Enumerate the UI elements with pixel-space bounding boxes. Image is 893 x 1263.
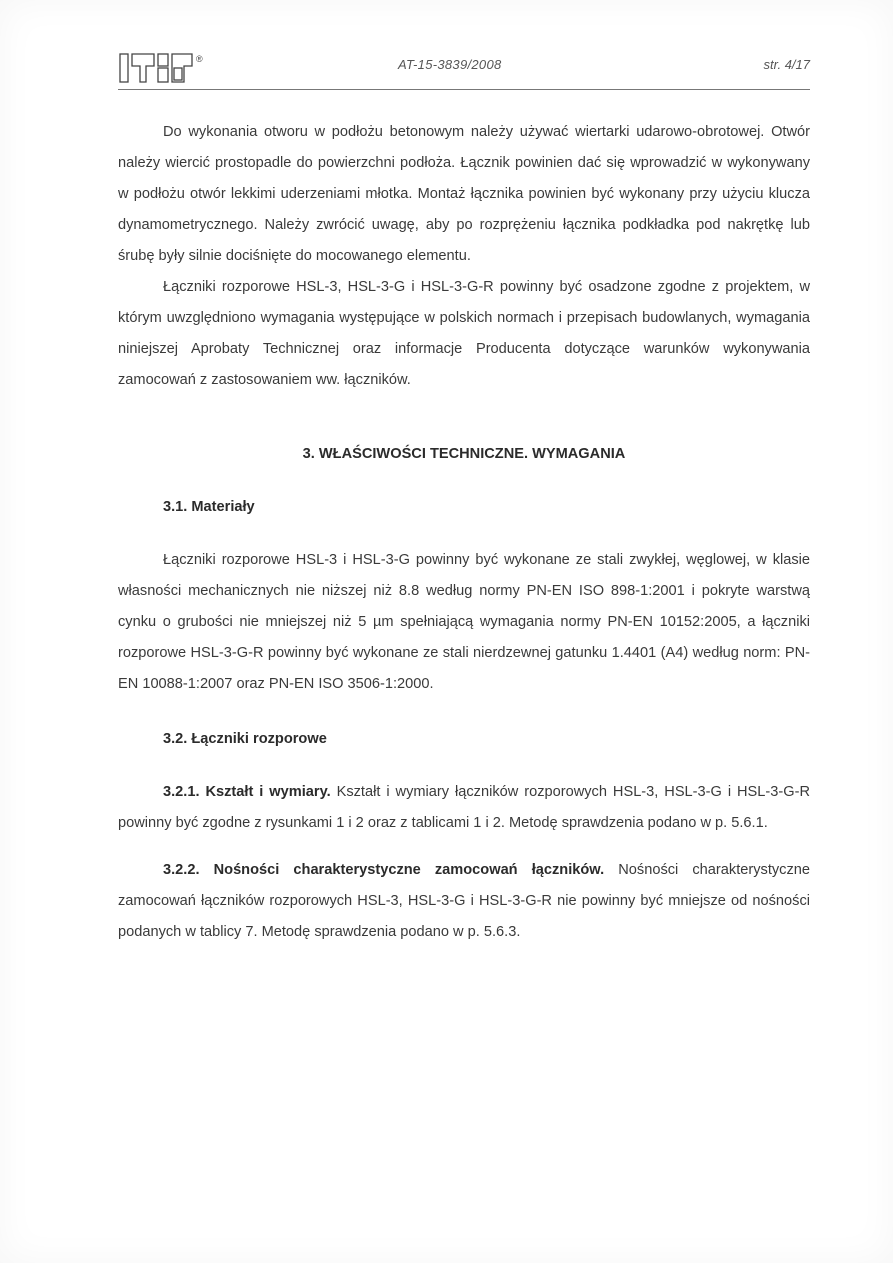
paragraph-capacity: [118, 855, 810, 948]
paragraph-shape: [118, 777, 810, 839]
document-body: [118, 117, 810, 948]
itb-logo-icon: [118, 50, 214, 84]
paragraph-installation: Łączniki rozporowe HSL-3, HSL-3-G i HSL-3-G-R powinny być osadzone zgodne z projektem, w którym uwzględniono wymagania występujące w polskich normach i przepisach budowlanych, wymagania niniejszej Aprobaty Technicznej oraz informacje Producenta dotyczące warunków wykonywania zamocowań z zastosowaniem ww. łączników.: [118, 279, 810, 388]
section-title: 3. WŁAŚCIWOŚCI TECHNICZNE. WYMAGANIA: [302, 446, 626, 462]
page-header: [118, 44, 810, 92]
capacity-lead: 3.2.2. Nośności charakterystyczne zamocowań łączników.: [163, 862, 605, 878]
subsection-anchors-title: 3.2. Łączniki rozporowe: [163, 731, 327, 747]
capacity-text: Nośności charakterystyczne zamocowań łączników rozporowych HSL-3, HSL-3-G i HSL-3-G-R nie powinny być mniejsze od nośności podanych w tablicy 7. Metodę sprawdzenia podano w p. 5.6.3.: [118, 862, 810, 940]
subsection-materials-title: 3.1. Materiały: [163, 499, 255, 515]
document-id: AT-15-3839/2008: [398, 57, 502, 72]
registered-mark: ®: [196, 54, 203, 64]
paragraph-materials: Łączniki rozporowe HSL-3 i HSL-3-G powinny być wykonane ze stali zwykłej, węglowej, w klasie własności mechanicznych nie niższej niż 8.8 według normy PN-EN ISO 898-1:2001 i pokryte warstwą cynku o grubości nie mniejszej niż 5 µm spełniającą wymagania normy PN-EN 10152:2005, a łączniki rozporowe HSL-3-G-R powinny być wykonane ze stali nierdzewnej gatunku 1.4401 (A4) według norm: PN-EN 10088-1:2007 oraz PN-EN ISO 3506-1:2000.: [118, 552, 810, 692]
page-number: str. 4/17: [763, 57, 810, 72]
paragraph-drilling: Do wykonania otworu w podłożu betonowym należy używać wiertarki udarowo-obrotowej. Otwór należy wiercić prostopadle do powierzchni podłoża. Łącznik powinien dać się wprowadzić w wykonywany w podłożu otwór lekkimi uderzeniami młotka. Montaż łącznika powinien być wykonany przy użyciu klucza dynamometrycznego. Należy zwrócić uwagę, aby po rozprężeniu łącznika podkładka pod nakrętkę lub śrubę były silnie dociśnięte do mocowanego elementu.: [118, 124, 810, 264]
shape-lead: 3.2.1. Kształt i wymiary.: [163, 784, 331, 800]
header-divider: [118, 89, 810, 90]
shape-text: Kształt i wymiary łączników rozporowych HSL-3, HSL-3-G i HSL-3-G-R powinny być zgodne z rysunkami 1 i 2 oraz z tablicami 1 i 2. Metodę sprawdzenia podano w p. 5.6.1.: [118, 784, 810, 831]
